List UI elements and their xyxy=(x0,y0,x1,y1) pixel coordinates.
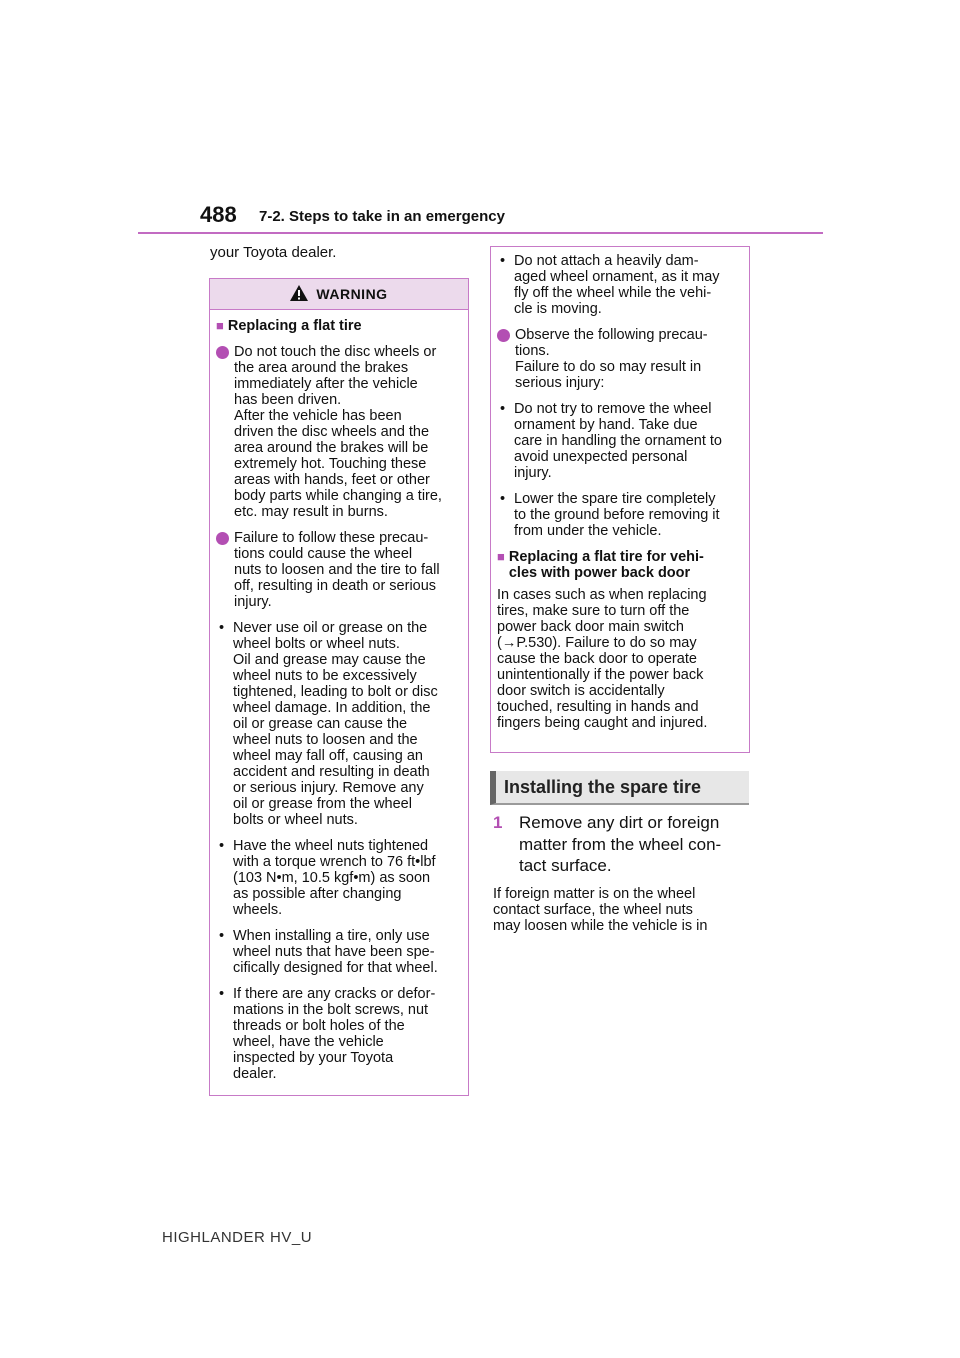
step-number: 1 xyxy=(493,813,503,832)
list-item-text: Lower the spare tire completely to the ground before removing it from under the vehicle. xyxy=(514,491,720,539)
warning-header xyxy=(210,279,468,310)
list-item-text: If there are any cracks or defor- mations in the bolt screws, nut threads or bolt holes of the wheel, have the vehicle inspected by your Toyota dealer. xyxy=(233,986,436,1082)
list-item xyxy=(216,344,458,520)
list-item-text: Do not try to remove the wheel ornament by hand. Take due care in handling the ornament to avoid unexpected personal injury. xyxy=(514,401,722,481)
warning-title: WARNING xyxy=(316,286,388,302)
warning-box xyxy=(209,278,469,1096)
list-item xyxy=(216,928,458,976)
footer-model: HIGHLANDER HV_U xyxy=(162,1229,313,1246)
step-text: Remove any dirt or foreign matter from the wheel con-tact surface. xyxy=(519,813,722,875)
warning-heading-text: Replacing a flat tire xyxy=(227,318,362,334)
page-number: 488 xyxy=(200,202,237,227)
list-item xyxy=(497,491,739,539)
power-back-door-heading-text: Replacing a flat tire for vehi- cles with power back door xyxy=(508,549,704,581)
warning-heading xyxy=(216,318,458,334)
circle-bullet-icon xyxy=(497,329,510,342)
list-item-text: Do not touch the disc wheels or the area around the brakes immediately after the vehicle has been driven. After the vehicle has been driven the disc wheels and the area around the brakes will be extremely hot. Touching these areas with hands, feet or other body parts while changing a tire, etc. may result in burns. xyxy=(234,344,442,520)
section-title: 7-2. Steps to take in an emergency xyxy=(259,208,505,225)
step-note: If foreign matter is on the wheel contact surface, the wheel nuts may loosen while the vehicle is in xyxy=(493,886,708,934)
bullet-icon: • xyxy=(500,401,506,417)
header-rule xyxy=(138,232,823,234)
bullet-icon: • xyxy=(219,986,225,1002)
bullet-icon: • xyxy=(219,620,225,636)
list-item-text: Failure to follow these precau- tions could cause the wheel nuts to loosen and the tire to fall off, resulting in death or serious injury. xyxy=(234,530,440,610)
list-item-text: Have the wheel nuts tightened with a torque wrench to 76 ft•lbf (103 N•m, 10.5 kgf•m) as soon as possible after changing wheels. xyxy=(233,838,436,918)
list-item xyxy=(497,253,739,317)
step-item xyxy=(493,812,743,877)
list-item-text: Never use oil or grease on the wheel bolts or wheel nuts. Oil and grease may cause the wheel nuts to be excessively tightened, leading to bolt or disc wheel damage. In addition, the oil or grease can cause the wheel nuts to loosen and the wheel may fall off, causing an accident and resulting in death or serious injury. Remove any oil or grease from the wheel bolts or wheel nuts. xyxy=(233,620,438,828)
list-item-text: Do not attach a heavily dam- aged wheel ornament, as it may fly off the wheel while the vehi- cle is moving. xyxy=(514,253,720,317)
power-back-door-paragraph: In cases such as when replacing tires, make sure to turn off the power back door main switch (→P.530). Failure to do so may cause the back door to operate unintentionally if the power back door switch is accidentally touched, resulting in hands and fingers being caught and injured. xyxy=(497,587,708,731)
bullet-icon: • xyxy=(219,838,225,854)
bullet-icon: • xyxy=(500,491,506,507)
warning-triangle-icon xyxy=(290,285,308,304)
power-back-door-heading xyxy=(497,549,739,581)
warning-continued-box xyxy=(490,246,750,753)
list-item xyxy=(497,401,739,481)
square-bullet-icon: ■ xyxy=(497,549,505,564)
circle-bullet-icon xyxy=(216,532,229,545)
list-item-text: Observe the following precau- tions. Failure to do so may result in serious injury: xyxy=(515,327,708,391)
list-item xyxy=(216,838,458,918)
list-item xyxy=(216,986,458,1082)
list-item xyxy=(216,620,458,828)
list-item xyxy=(497,327,739,391)
bullet-icon: • xyxy=(219,928,225,944)
install-spare-tire-heading: Installing the spare tire xyxy=(490,771,749,805)
circle-bullet-icon xyxy=(216,346,229,359)
list-item xyxy=(216,530,458,610)
lead-text: your Toyota dealer. xyxy=(210,244,337,261)
square-bullet-icon: ■ xyxy=(216,318,224,333)
bullet-icon: • xyxy=(500,253,506,269)
list-item-text: When installing a tire, only use wheel nuts that have been spe- cifically designed for that wheel. xyxy=(233,928,438,976)
